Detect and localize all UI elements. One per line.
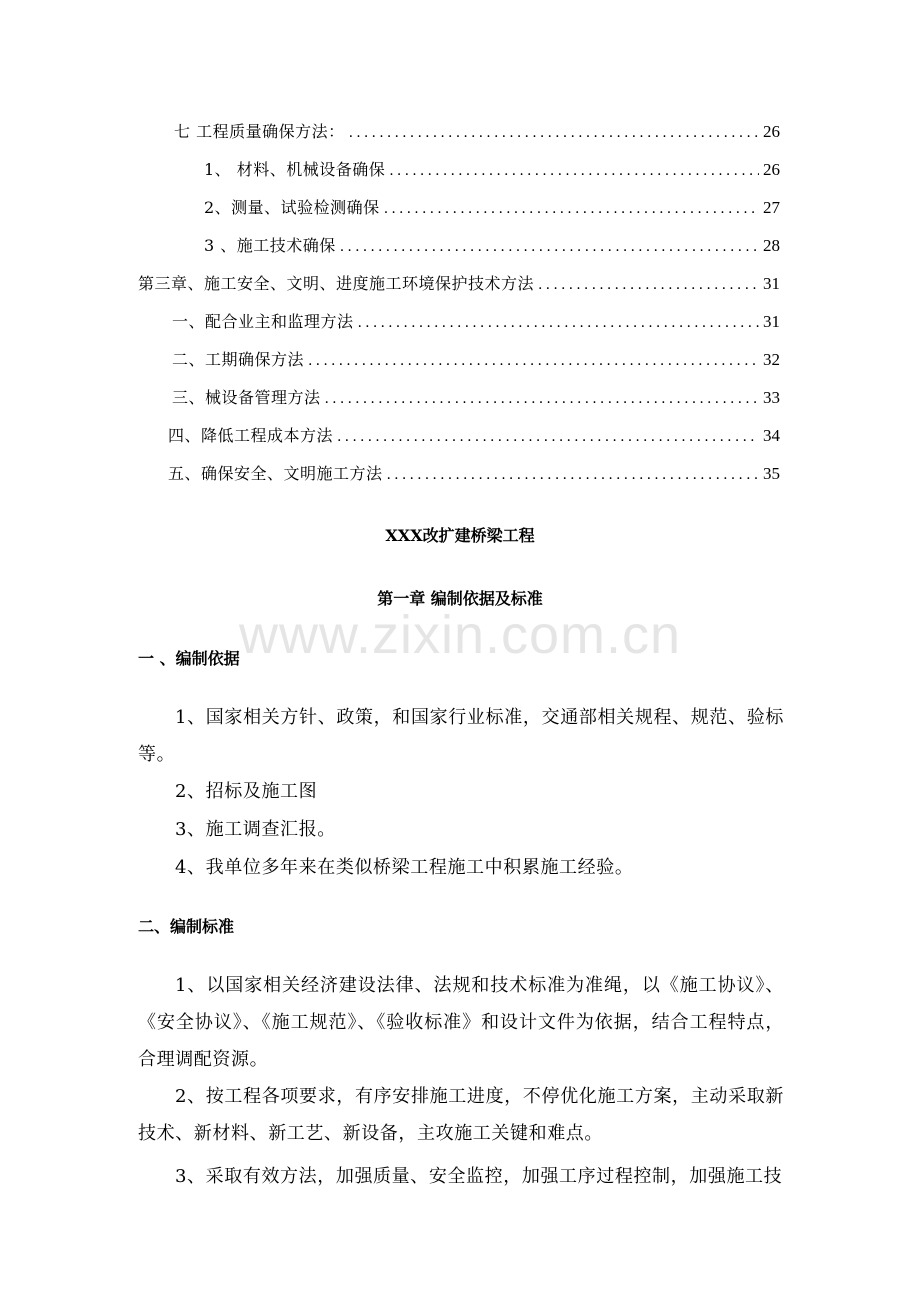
toc-entry-page: 34 bbox=[763, 426, 780, 445]
toc-entry-label: 二、工期确保方法 bbox=[172, 350, 305, 369]
toc-leader-dots bbox=[337, 419, 759, 455]
toc-entry[interactable] bbox=[168, 456, 780, 492]
toc-entry[interactable] bbox=[138, 266, 780, 302]
paragraph: 2、按工程各项要求，有序安排施工进度，不停优化施工方案，主动采取新技术、新材料、新工艺、新设备，主攻施工关键和难点。 bbox=[138, 1086, 784, 1144]
toc-entry-label: 四、降低工程成本方法 bbox=[168, 426, 334, 445]
toc-entry-page: 31 bbox=[763, 274, 780, 293]
toc-entry[interactable] bbox=[174, 114, 780, 150]
toc-entry-page: 26 bbox=[763, 122, 780, 141]
toc-entry-label: 七 工程质量确保方法： bbox=[174, 122, 345, 141]
toc-entry-page: 31 bbox=[763, 312, 780, 331]
watermark: www.zixin.com.cn bbox=[238, 605, 682, 665]
toc-leader-dots bbox=[340, 229, 759, 265]
document-title: XXX改扩建桥梁工程 bbox=[385, 526, 535, 545]
chapter-title: 第一章 编制依据及标准 bbox=[377, 589, 543, 608]
paragraph: 2、招标及施工图 bbox=[175, 781, 318, 802]
toc-entry-label: 2、测量、试验检测确保 bbox=[204, 198, 380, 217]
toc-entry[interactable] bbox=[172, 380, 780, 416]
toc-entry-label: 3 、施工技术确保 bbox=[204, 236, 336, 255]
toc-leader-dots bbox=[389, 153, 759, 189]
toc-leader-dots bbox=[538, 267, 759, 303]
paragraph: 4、我单位多年来在类似桥梁工程施工中积累施工经验。 bbox=[175, 857, 634, 878]
toc-entry-page: 33 bbox=[763, 388, 780, 407]
toc-entry-label: 第三章、施工安全、文明、进度施工环境保护技术方法 bbox=[138, 274, 535, 293]
toc-leader-dots bbox=[358, 305, 759, 341]
toc-leader-dots bbox=[384, 191, 759, 227]
toc-entry[interactable] bbox=[204, 190, 780, 226]
toc-leader-dots bbox=[325, 381, 759, 417]
toc-leader-dots bbox=[349, 115, 759, 151]
toc-entry-page: 28 bbox=[763, 236, 780, 255]
toc-entry[interactable] bbox=[172, 342, 780, 378]
paragraph: 1、国家相关方针、政策，和国家行业标准，交通部相关规程、规范、验标等。 bbox=[138, 707, 784, 765]
paragraph: 1、以国家相关经济建设法律、法规和技术标准为准绳，以《施工协议》、《安全协议》、《施工规范》、《验收标准》和设计文件为依据，结合工程特点，合理调配资源。 bbox=[138, 975, 784, 1070]
toc-entry-page: 35 bbox=[763, 464, 780, 483]
toc-leader-dots bbox=[387, 457, 759, 493]
toc-entry-page: 26 bbox=[763, 160, 780, 179]
toc-entry[interactable] bbox=[168, 418, 780, 454]
section-heading-basis: 一 、编制依据 bbox=[138, 649, 240, 668]
toc-entry-label: 一、配合业主和监理方法 bbox=[172, 312, 354, 331]
paragraph: 3、采取有效方法，加强质量、安全监控，加强工序过程控制，加强施工技 bbox=[175, 1166, 783, 1187]
toc-entry[interactable] bbox=[172, 304, 780, 340]
toc-entry-page: 32 bbox=[763, 350, 780, 369]
paragraph: 3、施工调查汇报。 bbox=[175, 819, 336, 840]
toc-entry-page: 27 bbox=[763, 198, 780, 217]
toc-entry[interactable] bbox=[204, 228, 780, 264]
section-heading-standards: 二、编制标准 bbox=[138, 917, 235, 936]
toc-entry[interactable] bbox=[204, 152, 780, 188]
toc-leader-dots bbox=[308, 343, 759, 379]
toc-entry-label: 五、确保安全、文明施工方法 bbox=[168, 464, 383, 483]
toc-entry-label: 1、 材料、机械设备确保 bbox=[204, 160, 386, 179]
toc-entry-label: 三、械设备管理方法 bbox=[172, 388, 321, 407]
